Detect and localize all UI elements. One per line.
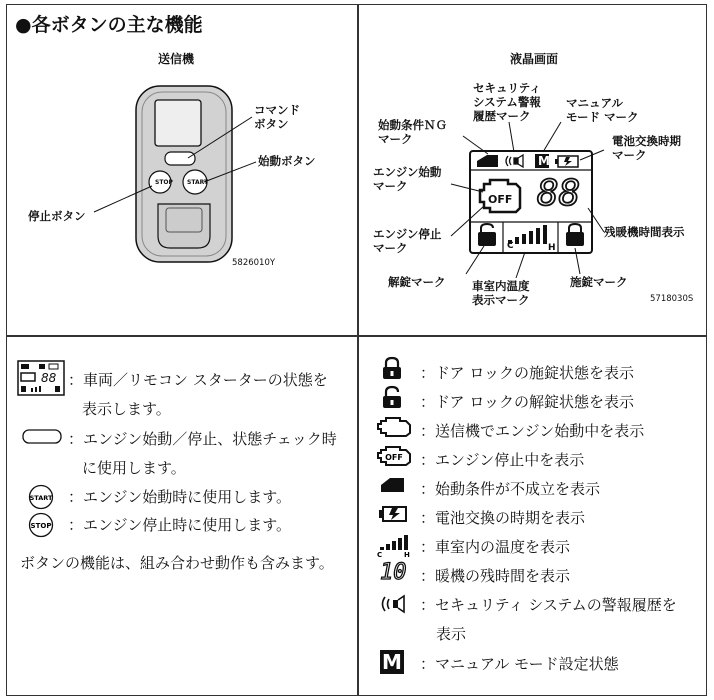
stop-button-label: 停止ボタン — [28, 209, 86, 223]
stop-button[interactable]: STOP — [155, 179, 173, 186]
right-item-temperature: ：車室内の温度を表示 — [420, 538, 571, 556]
temp-h-glyph: H — [404, 551, 410, 558]
engine-off-glyph: OFF — [385, 453, 403, 462]
right-item-ng: ：始動条件が不成立を表示 — [420, 480, 601, 498]
temp-bar — [529, 231, 533, 244]
left-item-2-line2: に使用します。 — [82, 459, 186, 477]
lcd-c: C — [507, 241, 514, 251]
left-item-1-line1: ：車両／リモコン スターターの状態を — [68, 371, 328, 389]
right-item-security-line2: 表示 — [436, 625, 467, 643]
svg-text:STOP: STOP — [30, 522, 52, 530]
right-item-unlock: ：ドア ロックの解錠状態を表示 — [420, 393, 635, 411]
temp-bar — [398, 538, 402, 550]
engine-start-mark-label: エンジン始動 マーク — [373, 165, 442, 193]
temp-c-glyph: C — [377, 551, 383, 558]
temp-bar — [380, 547, 384, 550]
temp-bar — [386, 544, 390, 550]
battery-mark-label: 電池交換時期 マーク — [612, 134, 681, 162]
transmitter-header: 送信機 — [158, 52, 195, 66]
right-item-lock: ：ドア ロックの施錠状態を表示 — [420, 364, 635, 382]
start-button[interactable]: START — [187, 179, 209, 186]
transmitter-code: 5826010Y — [232, 258, 276, 268]
left-item-2-line1: ：エンジン始動／停止、状態チェック時 — [68, 430, 337, 448]
lcd-h: H — [548, 243, 556, 253]
command-button-icon — [22, 429, 64, 449]
ng-icon — [380, 476, 406, 498]
unlock-icon — [380, 385, 404, 413]
right-item-manual: ：マニュアル モード設定状態 — [420, 655, 619, 673]
battery-icon — [379, 505, 409, 527]
manual-icon: M — [380, 650, 404, 674]
temp-bar — [392, 541, 396, 550]
ng-mark-label: 始動条件ＮＧ マーク — [378, 118, 447, 146]
right-item-engine-off: ：エンジン停止中を表示 — [420, 451, 585, 469]
timer-label: 残暖機時間表示 — [604, 225, 685, 239]
lcd-digits: 88 — [537, 173, 581, 214]
temp-mark-label: 車室内温度 表示マーク — [472, 279, 530, 307]
lcd-m: M — [538, 154, 550, 168]
temp-bar — [404, 535, 408, 550]
right-item-battery: ：電池交換の時期を表示 — [420, 509, 586, 527]
temperature-icon — [376, 530, 412, 562]
temp-bar — [522, 234, 526, 244]
manual-mark-label: マニュアル モード マーク — [566, 96, 639, 124]
lcd-header: 液晶画面 — [510, 52, 559, 66]
lock-icon — [380, 356, 404, 384]
lcd-off-text: OFF — [488, 193, 513, 206]
start-button-icon — [28, 484, 56, 514]
page-title: ●各ボタンの主な機能 — [15, 14, 203, 36]
engine-icon — [376, 416, 412, 442]
temp-bar — [515, 237, 519, 244]
battery-icon — [555, 156, 578, 167]
temp-bar — [543, 225, 547, 244]
engine-stop-mark-label: エンジン停止 マーク — [373, 227, 442, 255]
stop-button-icon — [28, 512, 56, 542]
right-item-security-line1: ：セキュリティ システムの警報履歴を — [420, 596, 677, 614]
svg-text:START: START — [29, 494, 53, 502]
start-button-label: 始動ボタン — [258, 154, 316, 168]
right-item-engine: ：送信機でエンジン始動中を表示 — [420, 422, 645, 440]
security-icon — [379, 594, 411, 618]
security-mark-label: セキュリティ システム警報 履歴マーク — [473, 81, 541, 123]
temp-bar — [536, 228, 540, 244]
left-item-1-line2: 表示します。 — [82, 400, 171, 418]
command-button-label: コマンド ボタン — [254, 103, 300, 131]
lcd-code: 5718030S — [650, 294, 694, 304]
timer-digits-icon: 10 — [380, 560, 407, 585]
lock-mark-label: 施錠マーク — [570, 275, 628, 289]
lcd-mini-icon — [17, 360, 65, 400]
svg-text:88: 88 — [41, 371, 57, 385]
unlock-mark-label: 解錠マーク — [388, 275, 446, 289]
left-item-3: ：エンジン始動時に使用します。 — [68, 488, 292, 506]
left-item-4: ：エンジン停止時に使用します。 — [68, 516, 292, 534]
right-item-timer: ：暖機の残時間を表示 — [420, 567, 571, 585]
left-note: ボタンの機能は、組み合わせ動作も含みます。 — [20, 554, 334, 572]
engine-off-icon — [376, 445, 412, 471]
